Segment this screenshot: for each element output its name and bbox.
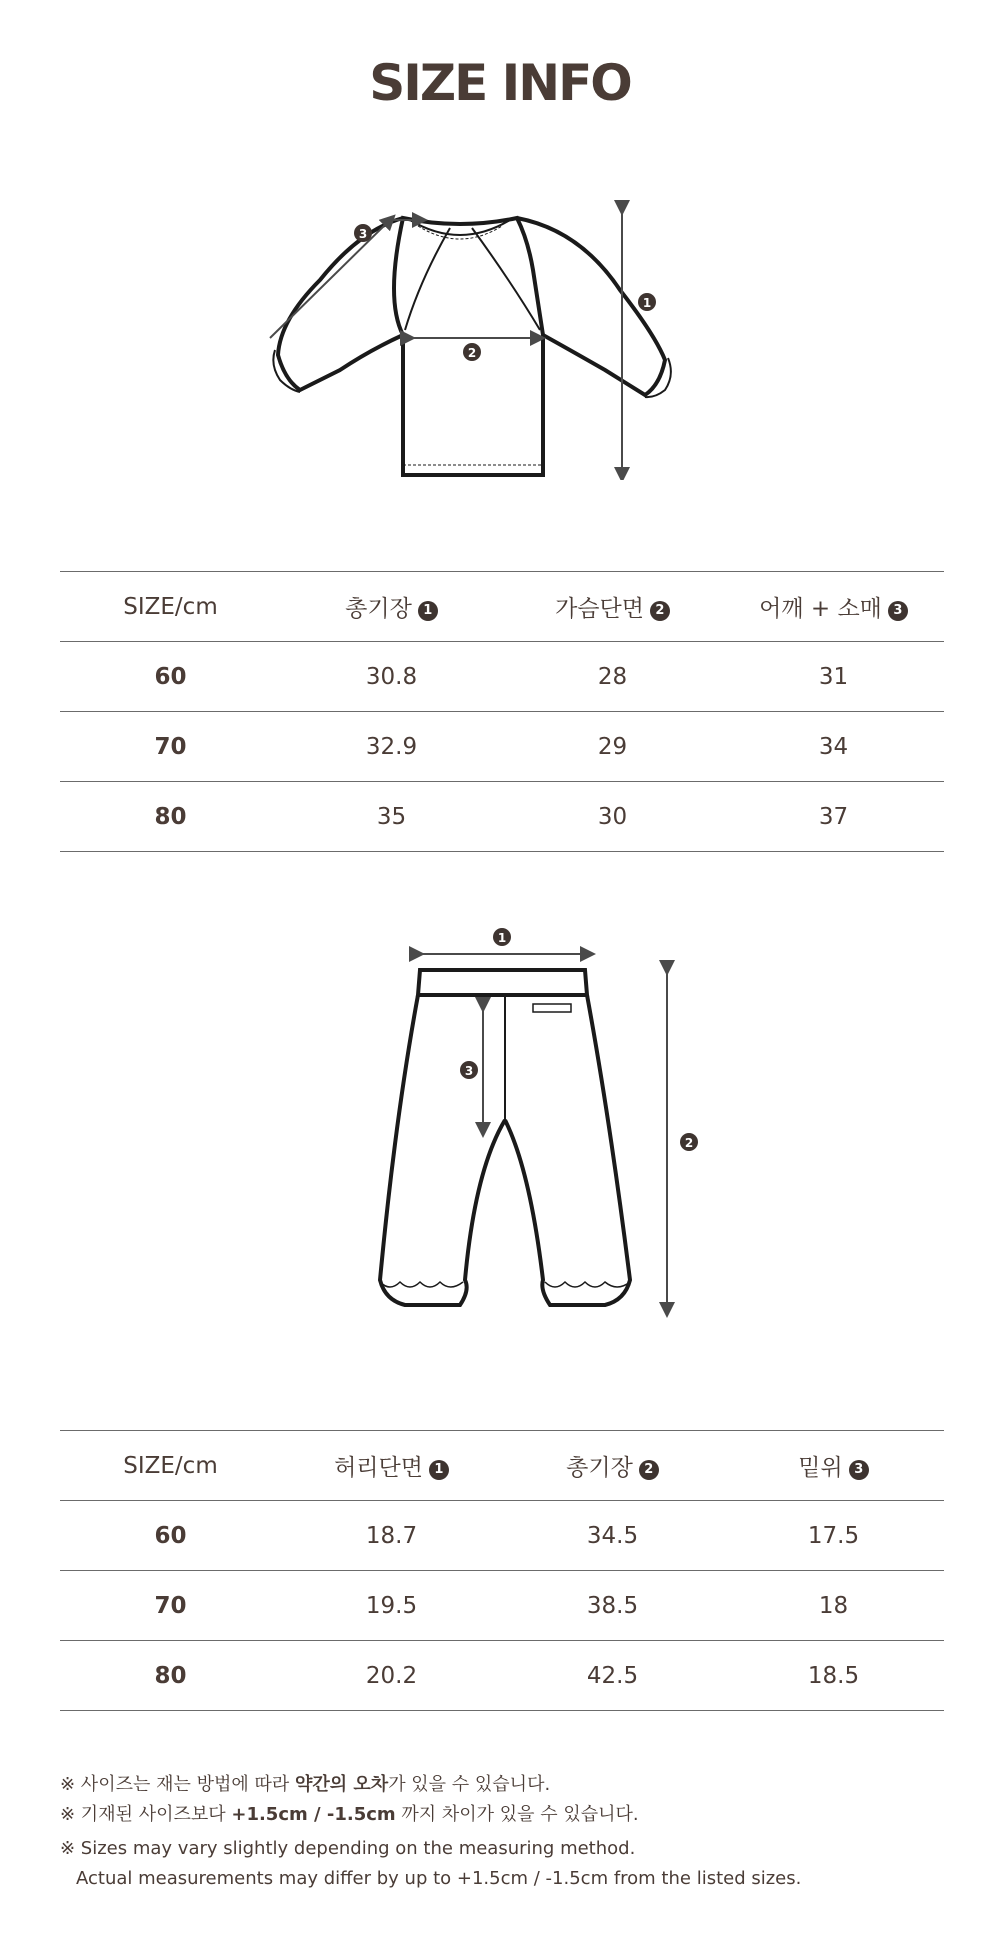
- table-cell: 70: [60, 1571, 281, 1641]
- table-cell: 18.5: [723, 1641, 944, 1711]
- header-size: SIZE/cm: [60, 1431, 281, 1501]
- table-row: [60, 1571, 944, 1641]
- table-cell: 30.8: [281, 642, 502, 712]
- top-marker-3: 3: [358, 227, 368, 241]
- note-line-3: ※ Sizes may vary slightly depending on the measuring method.: [60, 1838, 636, 1859]
- note-line-2: ※ 기재된 사이즈보다 +1.5cm / -1.5cm 까지 차이가 있을 수 있습니다.: [60, 1804, 639, 1825]
- table-row: [60, 1501, 944, 1571]
- header-total-length: 총기장 2: [502, 1431, 723, 1501]
- number-badge: 2: [650, 601, 670, 621]
- top-marker-1: 1: [642, 296, 652, 310]
- number-badge: 3: [849, 1460, 869, 1480]
- header-waist: 허리단면 1: [281, 1431, 502, 1501]
- top-size-table: [60, 571, 944, 852]
- table-cell: 18: [723, 1571, 944, 1641]
- table-cell: 80: [60, 1641, 281, 1711]
- table-cell: 29: [502, 712, 723, 782]
- table-cell: 20.2: [281, 1641, 502, 1711]
- pants-marker-2: 2: [684, 1136, 694, 1150]
- pants-size-table: [60, 1430, 944, 1711]
- table-cell: 28: [502, 642, 723, 712]
- table-cell: 35: [281, 782, 502, 852]
- header-shoulder-sleeve: 어깨 + 소매 3: [723, 572, 944, 642]
- table-cell: 31: [723, 642, 944, 712]
- table-cell: 19.5: [281, 1571, 502, 1641]
- header-chest: 가슴단면 2: [502, 572, 723, 642]
- table-cell: 60: [60, 1501, 281, 1571]
- header-total-length: 총기장 1: [281, 572, 502, 642]
- header-rise: 밑위 3: [723, 1431, 944, 1501]
- table-cell: 70: [60, 712, 281, 782]
- table-cell: 34.5: [502, 1501, 723, 1571]
- table-header-row: [60, 1431, 944, 1501]
- table-row: [60, 642, 944, 712]
- table-header-row: [60, 572, 944, 642]
- table-cell: 38.5: [502, 1571, 723, 1641]
- page-title: SIZE INFO: [369, 54, 631, 112]
- number-badge: 1: [418, 601, 438, 621]
- note-line-1: ※ 사이즈는 재는 방법에 따라 약간의 오차가 있을 수 있습니다.: [60, 1774, 551, 1795]
- table-row: [60, 782, 944, 852]
- table-cell: 30: [502, 782, 723, 852]
- table-row: [60, 1641, 944, 1711]
- table-cell: 34: [723, 712, 944, 782]
- table-cell: 42.5: [502, 1641, 723, 1711]
- top-marker-2: 2: [467, 346, 477, 360]
- header-size: SIZE/cm: [60, 572, 281, 642]
- table-cell: 18.7: [281, 1501, 502, 1571]
- table-cell: 17.5: [723, 1501, 944, 1571]
- note-line-4: Actual measurements may differ by up to +1.5cm / -1.5cm from the listed sizes.: [76, 1868, 802, 1889]
- pants-illustration: [355, 920, 715, 1340]
- table-cell: 60: [60, 642, 281, 712]
- pants-marker-1: 1: [497, 931, 507, 945]
- number-badge: 2: [639, 1460, 659, 1480]
- number-badge: 3: [888, 601, 908, 621]
- pants-marker-3: 3: [464, 1064, 474, 1078]
- table-cell: 80: [60, 782, 281, 852]
- table-cell: 37: [723, 782, 944, 852]
- number-badge: 1: [429, 1460, 449, 1480]
- top-garment-illustration: [260, 190, 740, 480]
- table-row: [60, 712, 944, 782]
- size-notes: [60, 1770, 960, 1894]
- table-cell: 32.9: [281, 712, 502, 782]
